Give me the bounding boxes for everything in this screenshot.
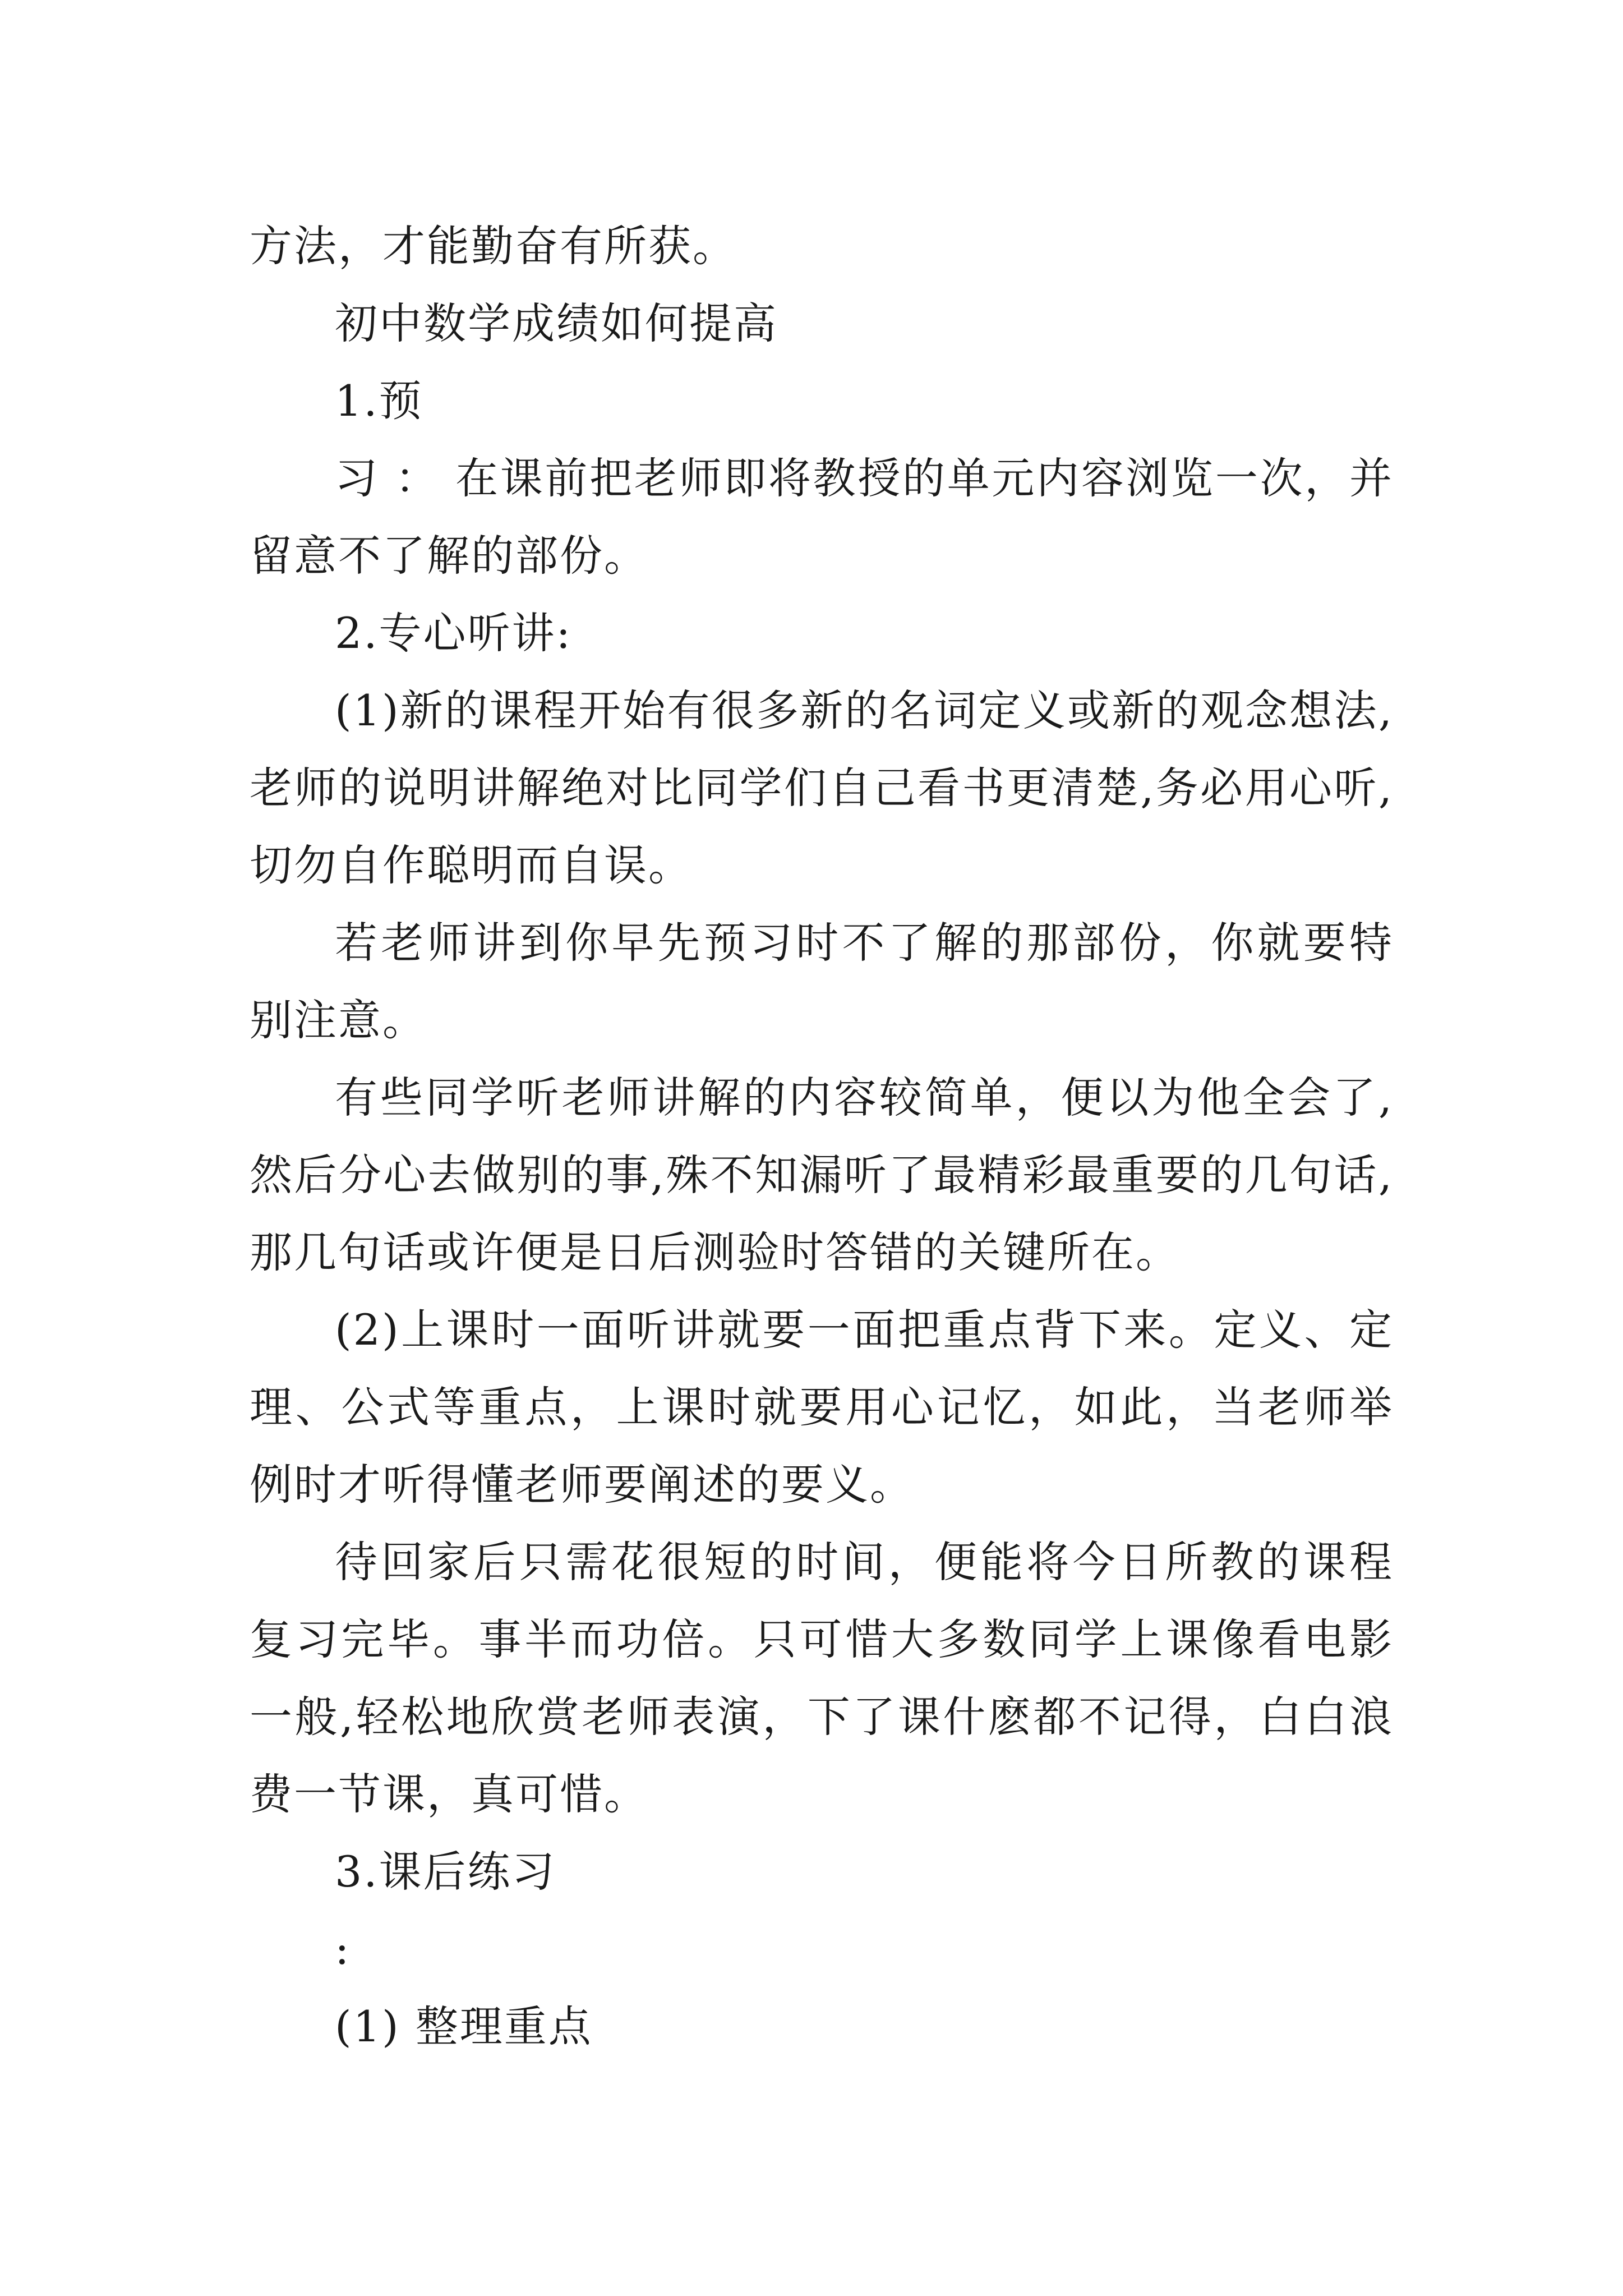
paragraph-2-heading: 初中数学成绩如何提高 [335, 298, 778, 348]
paragraph-5: 2.专心听讲: [335, 608, 573, 658]
paragraph-3: 1.预 [335, 376, 423, 426]
paragraph-1: 方法，才能勤奋有所获。 [250, 221, 737, 271]
paragraph-10: 待回家后只需花很短的时间，便能将今日所教的课程复习完毕。事半而功倍。只可惜大多数同学上课像看电影一般,轻松地欣赏老师表演，下了课什麽都不记得，白白浪费一节课，真可惜。 [250, 1537, 1394, 1819]
paragraph-7: 若老师讲到你早先预习时不了解的那部份，你就要特别注意。 [250, 918, 1394, 1045]
document-body [250, 208, 1394, 2065]
paragraph-11: 3.课后练习 [335, 1847, 556, 1897]
paragraph-4: 习 ： 在课前把老师即将教授的单元内容浏览一次，并留意不了解的部份。 [250, 453, 1394, 581]
paragraph-6: (1)新的课程开始有很多新的名词定义或新的观念想法,老师的说明讲解绝对比同学们自己看书更清楚,务必用心听,切勿自作聪明而自误。 [250, 685, 1394, 890]
paragraph-8: 有些同学听老师讲解的内容较简单，便以为他全会了,然后分心去做别的事,殊不知漏听了最精彩最重要的几句话,那几句话或许便是日后测验时答错的关键所在。 [250, 1073, 1394, 1277]
paragraph-13: (1) 整理重点 [335, 2001, 593, 2051]
paragraph-12: : [335, 1924, 351, 1974]
paragraph-9: (2)上课时一面听讲就要一面把重点背下来。定义、定理、公式等重点，上课时就要用心记忆，如此，当老师举例时才听得懂老师要阐述的要义。 [250, 1305, 1394, 1510]
